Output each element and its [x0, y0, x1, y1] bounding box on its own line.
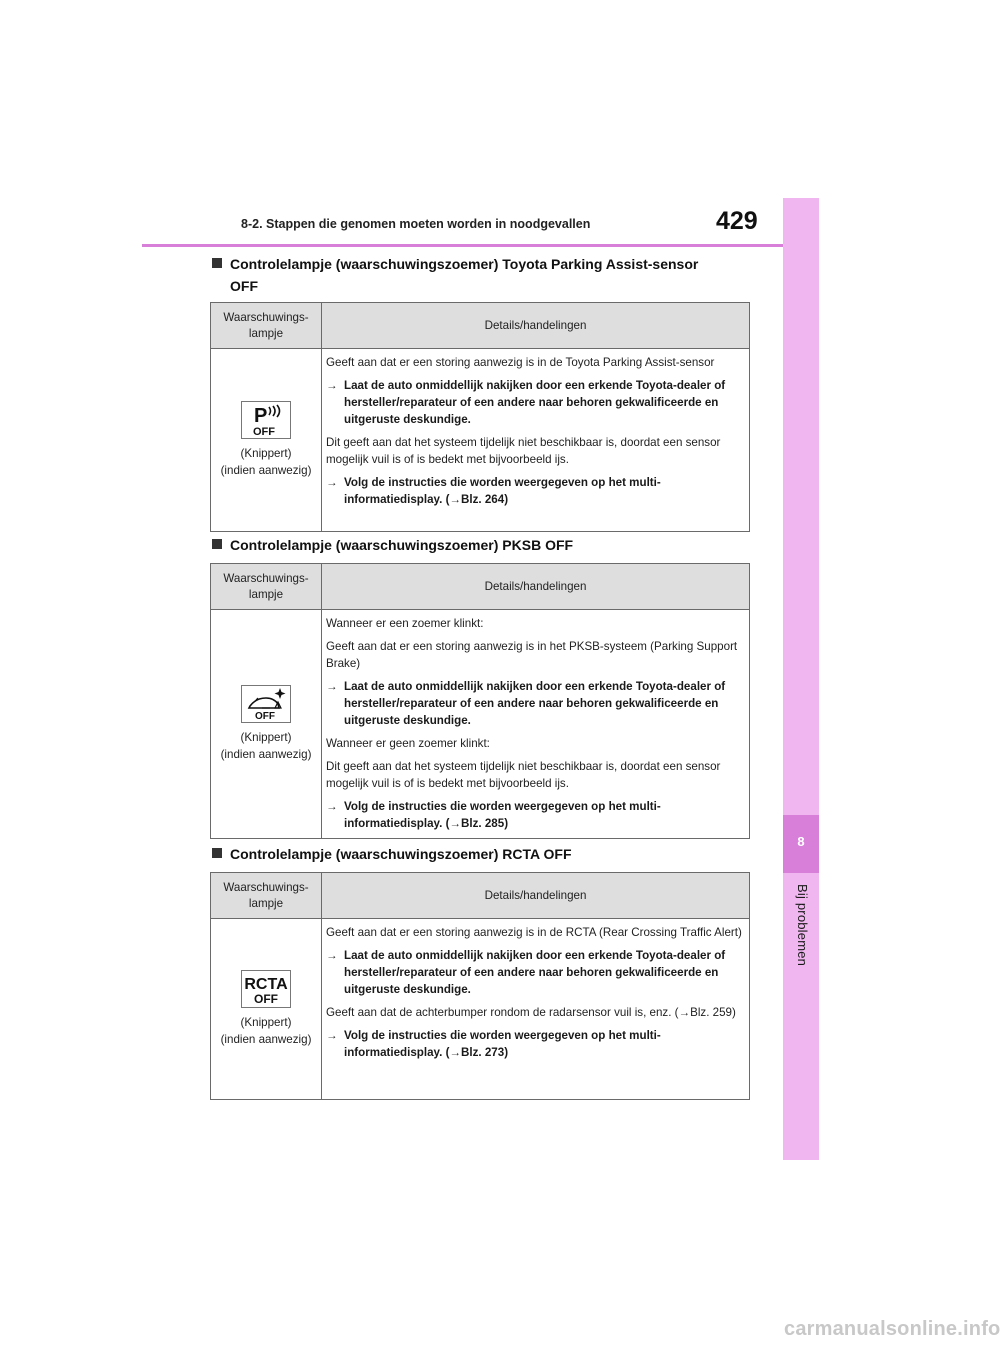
arrow-icon: → — [326, 680, 338, 693]
detail-action — [326, 678, 744, 729]
arrow-icon: → — [326, 1029, 338, 1042]
square-bullet-icon — [212, 258, 222, 268]
svg-text:OFF: OFF — [253, 426, 275, 438]
detail-text: Wanneer er geen zoemer klinkt: — [326, 737, 490, 750]
chapter-title: Bij problemen — [795, 884, 810, 967]
svg-text:RCTA: RCTA — [244, 976, 288, 993]
rcta-off-icon — [241, 970, 291, 1008]
details-cell — [322, 919, 750, 1100]
details-cell — [322, 349, 750, 532]
detail-action — [326, 474, 744, 508]
detail-text: Geeft aan dat er een storing aanwezig is in de RCTA (Rear Crossing Traffic Alert) — [326, 926, 742, 939]
pksb-off-icon — [241, 685, 291, 723]
svg-text:OFF: OFF — [255, 711, 275, 722]
svg-text:P: P — [254, 405, 268, 427]
lamp-cell — [211, 919, 322, 1100]
header-rule — [142, 244, 783, 247]
chapter-number: 8 — [797, 834, 805, 849]
detail-action-text: Laat de auto onmiddellijk nakijken door een erkende Toyota-dealer of hersteller/reparateur of een andere naar behoren gekwalificeerde en uitgeruste deskundige. — [344, 379, 726, 426]
detail-action — [326, 1027, 744, 1061]
warning-table-parking-assist — [210, 302, 750, 532]
arrow-icon: → — [326, 949, 338, 962]
arrow-icon: → — [326, 800, 338, 813]
watermark: carmanualsonline.info — [784, 1318, 1000, 1340]
lamp-cell — [211, 349, 322, 532]
header-section-title: 8-2. Stappen die genomen moeten worden in noodgevallen — [241, 217, 591, 231]
detail-text: Geeft aan dat de achterbumper rondom de radarsensor vuil is, enz. (→Blz. 259) — [326, 1006, 736, 1019]
section-heading-parking-assist — [212, 253, 698, 297]
section-title-line: Controlelampje (waarschuwingszoemer) PKSB OFF — [230, 537, 574, 553]
svg-text:OFF: OFF — [254, 992, 278, 1006]
section-title-line: Controlelampje (waarschuwingszoemer) RCTA OFF — [230, 846, 572, 862]
details-cell — [322, 610, 750, 839]
square-bullet-icon — [212, 539, 222, 549]
chapter-sidebar — [783, 198, 819, 1160]
lamp-caption-blink: (Knippert) — [240, 1016, 292, 1029]
section-heading-rcta — [212, 843, 572, 865]
detail-action — [326, 798, 744, 832]
col-header-lamp: Waarschuwings- lampje — [211, 303, 322, 349]
detail-text: Dit geeft aan dat het systeem tijdelijk niet beschikbaar is, doordat een sensor mogelijk vuil is of is bedekt met bijvoorbeeld ijs. — [326, 436, 721, 466]
lamp-caption-blink: (Knippert) — [240, 447, 292, 460]
parking-assist-off-icon — [241, 401, 291, 439]
detail-action — [326, 947, 744, 998]
col-header-details: Details/handelingen — [322, 303, 750, 349]
lamp-cell — [211, 610, 322, 839]
section-heading-pksb — [212, 534, 573, 556]
square-bullet-icon — [212, 848, 222, 858]
warning-table-pksb — [210, 563, 750, 839]
lamp-caption-blink: (Knippert) — [240, 731, 292, 744]
lamp-caption-if-present: (indien aanwezig) — [220, 748, 312, 761]
detail-action-text: Volg de instructies die worden weergegeven op het multi-informatiedisplay. (→Blz. 273) — [344, 1029, 661, 1059]
lamp-caption-if-present: (indien aanwezig) — [220, 1033, 312, 1046]
col-header-lamp: Waarschuwings- lampje — [211, 873, 322, 919]
detail-text: Geeft aan dat er een storing aanwezig is in de Toyota Parking Assist-sensor — [326, 356, 715, 369]
warning-table-rcta — [210, 872, 750, 1100]
col-header-details: Details/handelingen — [322, 873, 750, 919]
col-header-lamp: Waarschuwings- lampje — [211, 564, 322, 610]
section-title-continuation: OFF — [230, 278, 258, 294]
detail-text: Wanneer er een zoemer klinkt: — [326, 617, 484, 630]
detail-action-text: Laat de auto onmiddellijk nakijken door een erkende Toyota-dealer of hersteller/reparateur of een andere naar behoren gekwalificeerde en uitgeruste deskundige. — [344, 680, 726, 727]
detail-action — [326, 377, 744, 428]
detail-action-text: Laat de auto onmiddellijk nakijken door een erkende Toyota-dealer of hersteller/reparateur of een andere naar behoren gekwalificeerde en uitgeruste deskundige. — [344, 949, 726, 996]
detail-action-text: Volg de instructies die worden weergegeven op het multi-informatiedisplay. (→Blz. 285) — [344, 800, 661, 830]
arrow-icon: → — [326, 476, 338, 489]
detail-action-text: Volg de instructies die worden weergegeven op het multi-informatiedisplay. (→Blz. 264) — [344, 476, 661, 506]
lamp-caption-if-present: (indien aanwezig) — [220, 464, 312, 477]
col-header-details: Details/handelingen — [322, 564, 750, 610]
detail-text: Geeft aan dat er een storing aanwezig is in het PKSB-systeem (Parking Support Brake) — [326, 640, 738, 670]
detail-text: Dit geeft aan dat het systeem tijdelijk niet beschikbaar is, doordat een sensor mogelijk vuil is of is bedekt met bijvoorbeeld ijs. — [326, 760, 721, 790]
page-number: 429 — [716, 207, 758, 235]
section-title-line: Controlelampje (waarschuwingszoemer) Toyota Parking Assist-sensor — [230, 256, 699, 272]
arrow-icon: → — [326, 379, 338, 392]
